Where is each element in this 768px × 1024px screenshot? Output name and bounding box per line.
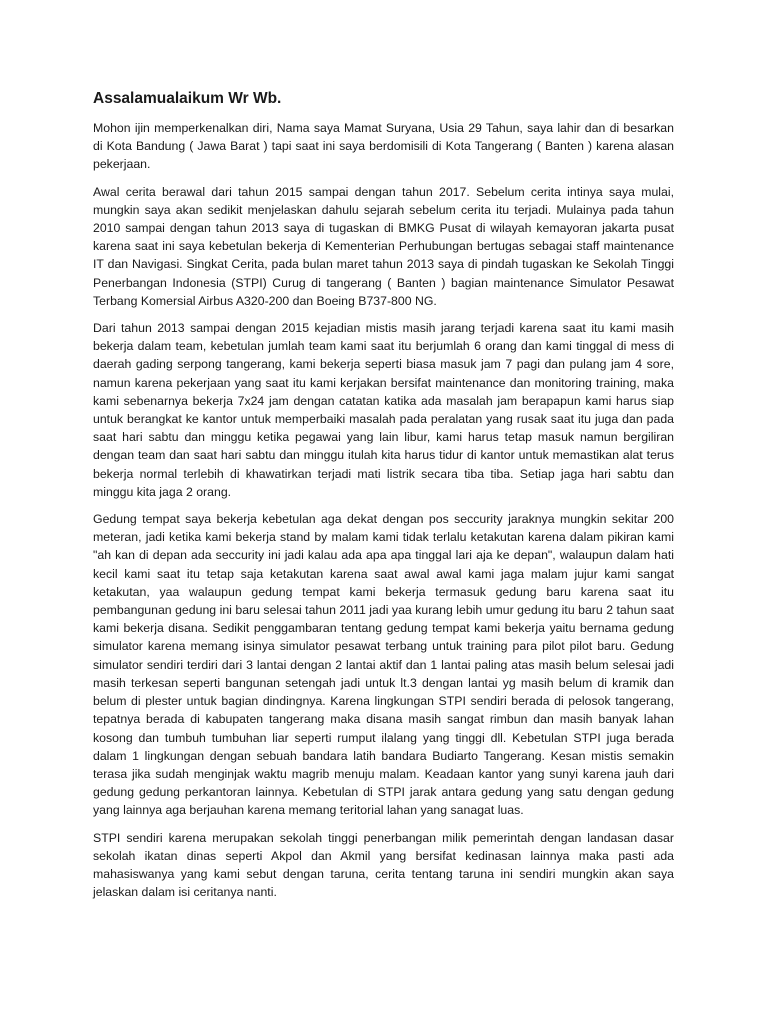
document-body [93, 88, 674, 910]
paragraph-building-description: Gedung tempat saya bekerja kebetulan aga dekat dengan pos seccurity jaraknya mungkin sekitar 200 meteran, jadi ketika kami bekerja stand by malam kami tidak terlalu ketakutan karena dalam pikiran kami "ah kan di depan ada seccurity ini jadi kalau ada apa apa tinggal lari aja ke depan", walaupun dalam hati kecil kami saat itu tetap saja ketakutan karena saat awal awal kami jaga malam jujur kami sangat ketakutan, yaa walaupun gedung tempat kami bekerja termasuk gedung baru karena saat itu pembangunan gedung ini baru selesai tahun 2011 jadi yaa kurang lebih umur gedung itu baru 2 tahun saat kami bekerja disana. Sedikit penggambaran tentang gedung tempat kami bekerja yaitu bernama gedung simulator karena memang isinya simulator pesawat terbang untuk training para pilot pilot baru. Gedung simulator sendiri terdiri dari 3 lantai dengan 2 lantai aktif dan 1 lantai paling atas masih belum selesai jadi masih terkesan seperti bangunan setengah jadi untuk lt.3 dengan lantai yg masih belum di kramik dan belum di plester untuk bagian dindingnya. Karena lingkungan STPI sendiri berada di pelosok tangerang, tepatnya berada di kabupaten tangerang maka disana masih sangat rimbun dan masih banyak lahan kosong dan tumbuh tumbuhan liar seperti rumput ilalang yang tinggi dll. Kebetulan STPI juga berada dalam 1 lingkungan dengan sebuah bandara latih bandara Budiarto Tangerang. Kesan mistis semakin terasa jika sudah menginjak waktu magrib menuju malam. Keadaan kantor yang sunyi karena jauh dari gedung gedung perkantoran lainnya. Kebetulan di STPI jarak antara gedung yang satu dengan gedung yang lainnya aga berjauhan karena memang teritorial lahan yang sanagat luas. [93, 512, 674, 818]
paragraph-stpi-taruna: STPI sendiri karena merupakan sekolah tinggi penerbangan milik pemerintah dengan landasan dasar sekolah ikatan dinas seperti Akpol dan Akmil yang bersifat kedinasan lainnya maka pasti ada mahasiswanya yang kami sebut dengan taruna, cerita tentang taruna ini sendiri mungkin akan saya jelaskan dalam isi ceritanya nanti. [93, 830, 674, 900]
paragraph-background: Awal cerita berawal dari tahun 2015 sampai dengan tahun 2017. Sebelum cerita intinya saya mulai, mungkin saya akan sedikit menjelaskan dahulu sejarah sebelum cerita itu terjadi. Mulainya pada tahun 2010 sampai dengan tahun 2013 saya di tugaskan di BMKG Pusat di wilayah kemayoran jakarta pusat karena saat ini saya kebetulan bekerja di Kementerian Perhubungan bertugas sebagai staff maintenance IT dan Navigasi. Singkat Cerita, pada bulan maret tahun 2013 saya di pindah tugaskan ke Sekolah Tinggi Penerbangan Indonesia (STPI) Curug di tangerang ( Banten ) bagian maintenance Simulator Pesawat Terbang Komersial Airbus A320-200 dan Boeing B737-800 NG. [93, 184, 674, 308]
paragraph-introduction: Mohon ijin memperkenalkan diri, Nama saya Mamat Suryana, Usia 29 Tahun, saya lahir dan di besarkan di Kota Bandung ( Jawa Barat ) tapi saat ini saya berdomisili di Kota Tangerang ( Banten ) karena alasan pekerjaan. [93, 121, 674, 172]
document-title: Assalamualaikum Wr Wb. [93, 90, 282, 107]
paragraph-work-schedule: Dari tahun 2013 sampai dengan 2015 kejadian mistis masih jarang terjadi karena saat itu kami masih bekerja dalam team, kebetulan jumlah team kami saat itu berjumlah 6 orang dan kami tinggal di mess di daerah gading serpong tangerang, kami bekerja seperti biasa masuk jam 7 pagi dan pulang jam 4 sore, namun karena pekerjaan yang saat itu kami kerjakan bersifat maintenance dan monitoring training, maka kami sebenarnya bekerja 7x24 jam dengan catatan katika ada masalah jam berapapun kami harus siap untuk berangkat ke kantor untuk memperbaiki masalah pada peralatan yang rusak saat itu juga dan pada saat hari sabtu dan minggu ketika pegawai yang lain libur, kami harus tetap masuk namun bergiliran dengan team dan saat hari sabtu dan minggu itulah kita harus tidur di kantor untuk memastikan alat terus bekerja normal terlebih di khawatirkan terjadi mati listrik secara tiba tiba. Setiap jaga hari sabtu dan minggu kita jaga 2 orang. [93, 321, 674, 499]
